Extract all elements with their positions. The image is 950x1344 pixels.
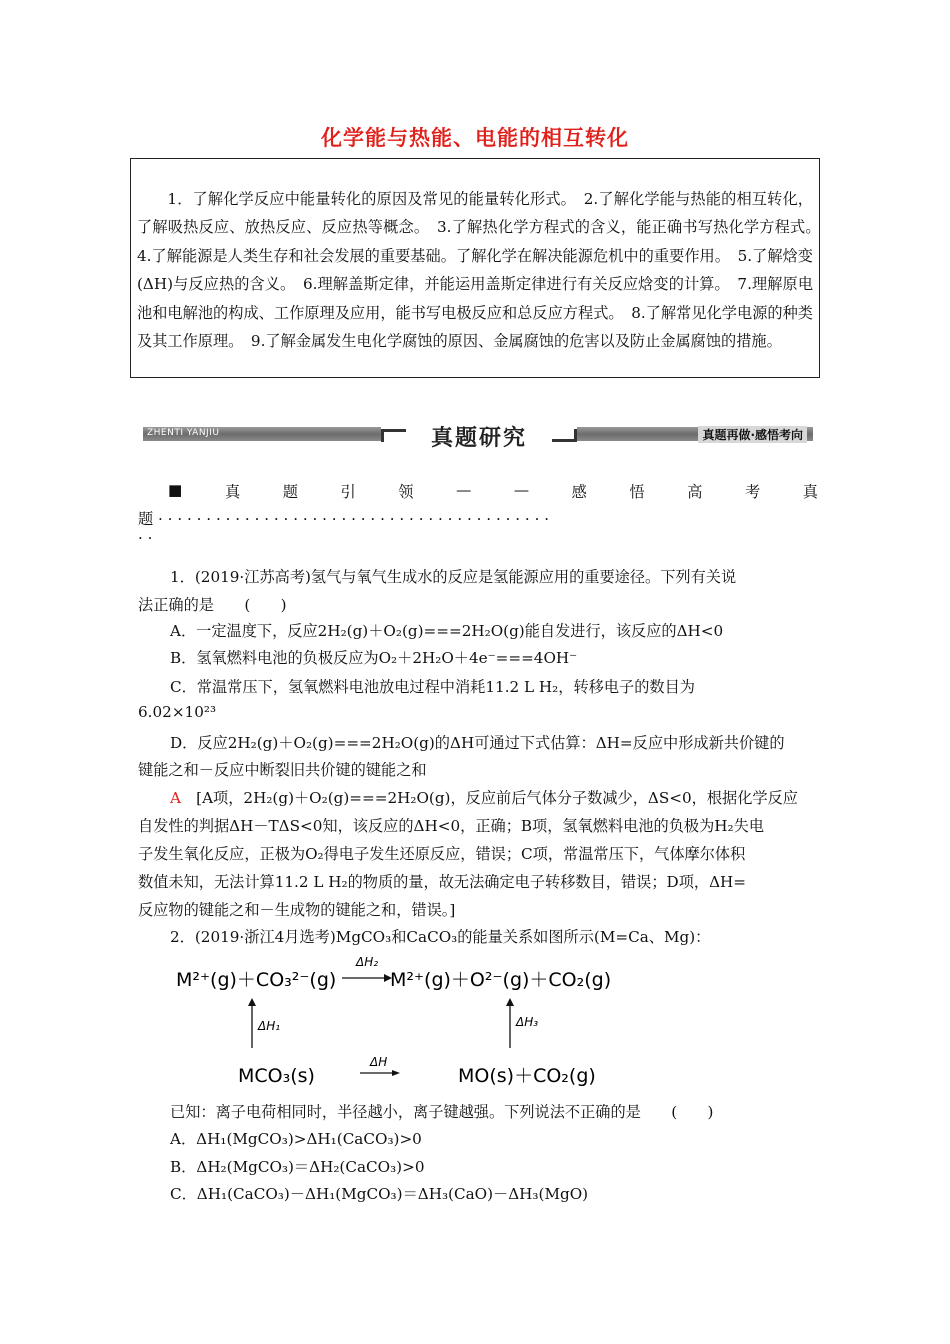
diagram-bottom-right: MO(s)＋CO₂(g)	[458, 1065, 596, 1087]
q2-known: 已知：离子电荷相同时，半径越小，离子键越强。下列说法不正确的是 ( )	[170, 1103, 714, 1121]
arrow-dh-head	[392, 1070, 400, 1076]
section-char: 高	[687, 483, 703, 501]
section-char: 题	[282, 483, 298, 501]
section-heading	[168, 481, 818, 502]
q1-stem-line2: 法正确的是 ( )	[138, 596, 287, 614]
banner-center	[381, 421, 577, 449]
q1-option-d-line2: 键能之和－反应中断裂旧共价键的键能之和	[138, 761, 427, 779]
section-banner	[143, 421, 813, 449]
diagram-top-left: M²⁺(g)＋CO₃²⁻(g)	[176, 969, 337, 991]
answer-text: [A项，2H₂(g)＋O₂(g)===2H₂O(g)，反应前后气体分子数减少，ΔS<0，根据化学反应	[196, 789, 798, 807]
q1-answer-line4: 数值未知，无法计算11.2 L H₂的物质的量，故无法确定电子转移数目，错误；D项，ΔH=	[138, 873, 747, 891]
q1-answer-line3: 子发生氧化反应，正极为O₂得电子发生还原反应，错误；C项，常温常压下，气体摩尔体积	[138, 845, 746, 863]
section-char: 考	[744, 483, 761, 501]
diagram-bottom-left: MCO₃(s)	[238, 1065, 315, 1087]
q1-option-c-line1: C．常温常压下，氢氧燃料电池放电过程中消耗11.2 L H₂，转移电子的数目为	[170, 678, 695, 696]
section-char: 领	[398, 483, 414, 501]
arrow-dh1-head	[248, 998, 256, 1006]
section-char: 感	[571, 483, 587, 501]
section-char: 悟	[629, 483, 645, 501]
diagram-dh: ΔH	[370, 1055, 388, 1069]
diagram-top-right: M²⁺(g)＋O²⁻(g)＋CO₂(g)	[390, 969, 612, 991]
q1-answer-line1	[170, 787, 798, 808]
diagram-dh2: ΔH₂	[356, 955, 379, 969]
energy-diagram	[170, 952, 650, 1092]
section-char: ■	[168, 481, 183, 499]
banner-center-label: 真题研究	[430, 426, 527, 451]
objectives-box	[130, 158, 829, 378]
diagram-dh1: ΔH₁	[258, 1019, 281, 1033]
q1-answer-line2: 自发性的判据ΔH－TΔS<0知，该反应的ΔH<0，正确；B项，氢氧燃料电池的负极为H₂失电	[138, 817, 765, 835]
page-title: 化学能与热能、电能的相互转化	[321, 126, 629, 150]
banner-right-label: 真题再做·感悟考向	[698, 426, 807, 443]
q1-stem-line1: 1．(2019·江苏高考)氢气与氧气生成水的反应是氢能源应用的重要途径。下列有关说	[170, 568, 737, 586]
q1-option-d-line1: D．反应2H₂(g)＋O₂(g)===2H₂O(g)的ΔH可通过下式估算：ΔH=反应中形成新共价键的	[170, 734, 785, 752]
section-char: 真	[224, 483, 241, 501]
q2-option-a: A．ΔH₁(MgCO₃)>ΔH₁(CaCO₃)>0	[170, 1130, 422, 1148]
q2-stem: 2．(2019·浙江4月选考)MgCO₃和CaCO₃的能量关系如图所示(M=Ca、Mg)：	[170, 928, 711, 946]
q1-answer-line5: 反应物的键能之和－生成物的键能之和，错误。]	[138, 901, 456, 919]
q1-option-a: A．一定温度下，反应2H₂(g)＋O₂(g)===2H₂O(g)能自发进行，该反应的ΔH<0	[170, 622, 724, 640]
section-char: 真	[802, 483, 818, 501]
answer-letter: A	[170, 789, 181, 807]
q1-option-c-line2: 6.02×10²³	[138, 703, 217, 721]
q2-option-c: C．ΔH₁(CaCO₃)－ΔH₁(MgCO₃)＝ΔH₃(CaO)－ΔH₃(MgO)	[170, 1185, 589, 1203]
objectives-text: 1．了解化学反应中能量转化的原因及常见的能量转化形式。 2.了解化学能与热能的相互转化，了解吸热反应、放热反应、反应热等概念。 3.了解热化学方程式的含义，能正确书写热化学方程式。 4.了解能源是人类生存和社会发展的重要基础。了解化学在解决能源危机中的重要作用。 5.了解焓变(ΔH)与反应热的含义。 6.理解盖斯定律，并能运用盖斯定律进行有关反应焓变的计算。 7.理解原电池和电解池的构成、工作原理及应用，能书写电极反应和总反应方程式。 8.了解常见化学电源的种类及其工作原理。 9.了解金属发生电化学腐蚀的原因、金属腐蚀的危害以及防止金属腐蚀的措施。	[137, 190, 829, 351]
section-heading-dots: 题 · · · · · · · · · · · · · · · · · · · · · · · · · · · · · · · · · · · · · · · · · · ·	[138, 510, 550, 547]
arrow-dh3-head	[506, 998, 514, 1006]
section-char: —	[513, 481, 530, 499]
section-tail: 题	[138, 510, 154, 528]
q1-option-b: B．氢氧燃料电池的负极反应为O₂＋2H₂O＋4e⁻===4OH⁻	[170, 649, 578, 667]
diagram-dh3: ΔH₃	[516, 1015, 539, 1029]
q2-option-b: B．ΔH₂(MgCO₃)＝ΔH₂(CaCO₃)>0	[170, 1158, 425, 1176]
banner-left-label: ZHENTI YANJIU	[147, 428, 220, 438]
section-char: —	[456, 481, 472, 499]
section-char: 引	[340, 483, 356, 501]
